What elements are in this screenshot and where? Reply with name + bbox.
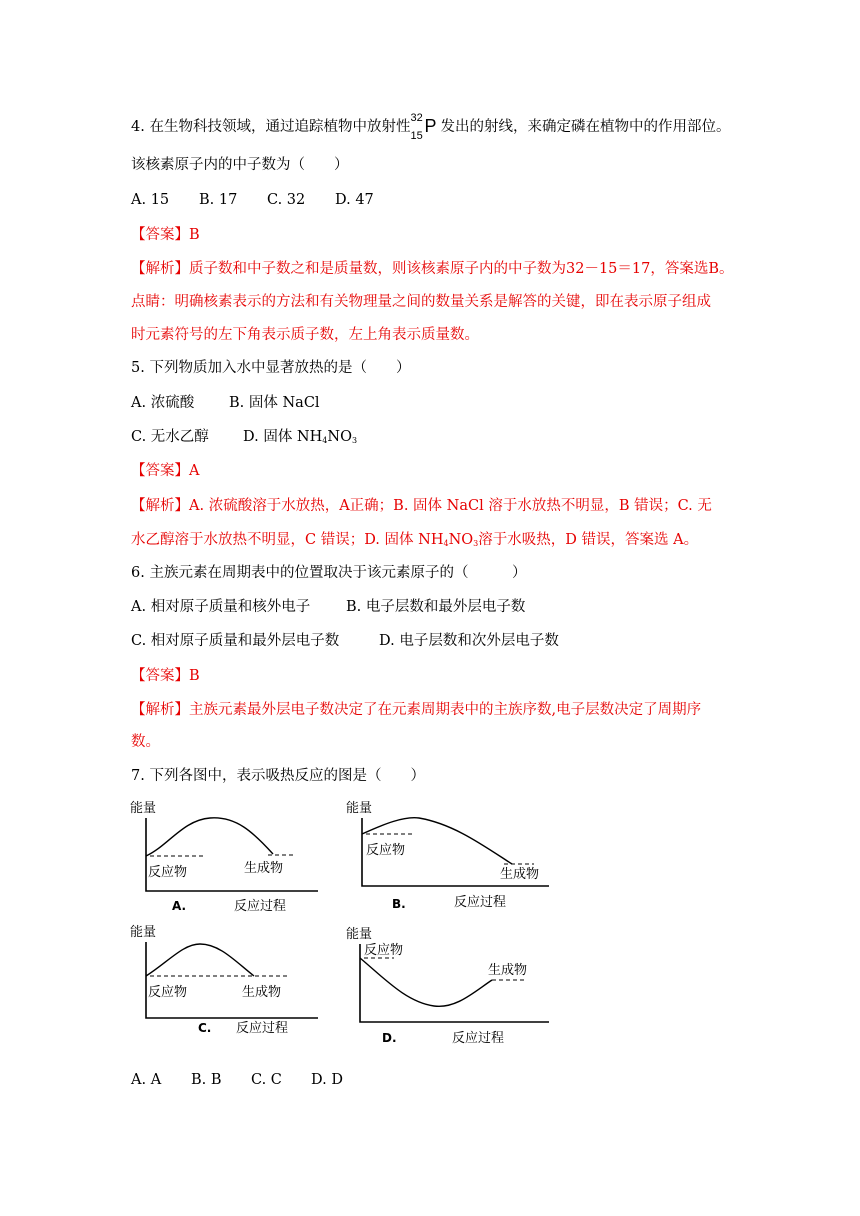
isotope-symbol: P — [424, 116, 437, 136]
q7-option-a: A. A — [131, 1072, 162, 1088]
diagram-a-reactant-label: 反应物 — [148, 865, 188, 880]
diagram-c-caption: C. — [198, 1021, 212, 1035]
q4-answer: 【答案】B — [131, 227, 200, 243]
q4-analysis-line2: 点睛：明确核素表示的方法和有关物理量之间的数量关系是解答的关键，即在表示原子组成 — [131, 294, 711, 310]
q6-option-d: D. 电子层数和次外层电子数 — [379, 633, 559, 649]
q6-analysis-text1: 主族元素最外层电子数决定了在元素周期表中的主族序数,电子层数决定了周期序 — [189, 702, 702, 718]
q5-analysis-text2b: 溶于水吸热，D 错误，答案选 A。 — [478, 532, 699, 548]
diagram-c-axes — [146, 942, 318, 1018]
q7-option-d: D. D — [311, 1072, 343, 1088]
q5-option-a: A. 浓硫酸 — [131, 395, 195, 411]
diagram-d-reactant-label: 反应物 — [364, 943, 404, 958]
q5-analysis-text1: A. 浓硫酸溶于水放热，A正确；B. 固体 NaCl 溶于水放热不明显，B 错误；C. 无 — [189, 498, 712, 514]
q6-option-b: B. 电子层数和最外层电子数 — [346, 599, 526, 615]
q5-options-row1 — [131, 393, 320, 413]
q5-option-c: C. 无水乙醇 — [131, 429, 209, 445]
isotope-atomic-number: 15 — [410, 130, 423, 142]
diagram-b-energy-label: 能量 — [346, 801, 373, 816]
q4-analysis-line1 — [131, 259, 734, 279]
q5-analysis-text2a: 水乙醇溶于水放热不明显，C 错误；D. 固体 NH — [131, 532, 444, 548]
q4-analysis-tag: 【解析】 — [131, 261, 189, 277]
q5-option-d — [243, 427, 357, 451]
isotope-notation — [410, 112, 440, 142]
q6-analysis-line1 — [131, 700, 701, 720]
q5-analysis-mid: NO — [448, 532, 474, 548]
q7-option-c: C. C — [251, 1072, 282, 1088]
q6-option-a: A. 相对原子质量和核外电子 — [131, 599, 311, 615]
diagram-c-curve — [146, 944, 254, 976]
q7-options — [131, 1070, 343, 1090]
diagram-d-energy-label: 能量 — [346, 927, 373, 942]
q4-option-a: A. 15 — [131, 192, 170, 208]
q7-stem: 7. 下列各图中，表示吸热反应的图是（ ） — [131, 768, 425, 784]
q4-stem-text-before: 4. 在生物科技领域，通过追踪植物中放射性 — [131, 119, 411, 135]
q5-stem: 5. 下列物质加入水中显著放热的是（ ） — [131, 360, 411, 376]
q6-options-row1 — [131, 597, 525, 617]
q5-option-d-prefix: D. 固体 NH — [243, 429, 323, 445]
diagram-a-process-label: 反应过程 — [234, 899, 287, 914]
diagram-c-energy-label: 能量 — [130, 925, 157, 940]
q6-stem: 6. 主族元素在周期表中的位置取决于该元素原子的（ ） — [131, 565, 527, 581]
diagram-b-process-label: 反应过程 — [454, 895, 507, 910]
diagram-b-caption: B. — [392, 897, 406, 911]
q5-option-d-sub1: 4 — [322, 436, 328, 445]
q5-analysis-sub2: 3 — [473, 539, 479, 548]
q5-answer: 【答案】A — [131, 463, 200, 479]
q6-option-c: C. 相对原子质量和最外层电子数 — [131, 633, 340, 649]
diagram-c-product-label: 生成物 — [242, 985, 282, 1000]
q4-analysis-text1: 质子数和中子数之和是质量数，则该核素原子内的中子数为32－15＝17，答案选B。 — [189, 261, 734, 277]
q6-options-row2 — [131, 631, 559, 651]
q5-option-d-sub2: 3 — [351, 436, 358, 445]
diagram-c-process-label: 反应过程 — [236, 1021, 289, 1036]
energy-diagram-d — [344, 920, 554, 1050]
q4-analysis-line3: 时元素符号的左下角表示质子数，左上角表示质量数。 — [131, 327, 479, 343]
q5-analysis-line1 — [131, 496, 712, 516]
diagram-d-product-label: 生成物 — [488, 963, 528, 978]
energy-diagram-c — [128, 920, 328, 1042]
q5-option-b: B. 固体 NaCl — [229, 395, 320, 411]
q4-stem-line2: 该核素原子内的中子数为（ ） — [131, 157, 349, 173]
q6-analysis-tag: 【解析】 — [131, 702, 189, 718]
q5-analysis-line2 — [131, 530, 698, 554]
diagram-a-curve — [146, 818, 273, 856]
q4-option-b: B. 17 — [199, 192, 238, 208]
q4-stem-text-after: 发出的射线，来确定磷在植物中的作用部位。 — [440, 119, 731, 135]
diagram-d-process-label: 反应过程 — [452, 1031, 505, 1046]
q4-options — [131, 190, 374, 210]
energy-diagram-a — [128, 796, 328, 916]
q4-option-c: C. 32 — [267, 192, 306, 208]
diagram-b-reactant-label: 反应物 — [366, 843, 406, 858]
q4-stem-line1 — [131, 112, 731, 142]
isotope-mass-number: 32 — [410, 112, 423, 124]
q4-option-d: D. 47 — [335, 192, 374, 208]
q5-option-d-mid: NO — [327, 429, 352, 445]
q6-answer: 【答案】B — [131, 668, 200, 684]
energy-diagram-b — [344, 796, 554, 916]
q7-option-b: B. B — [191, 1072, 222, 1088]
diagram-d-curve — [360, 958, 492, 1006]
diagram-a-energy-label: 能量 — [130, 801, 157, 816]
q6-analysis-line2: 数。 — [131, 734, 160, 750]
diagram-a-caption: A. — [172, 899, 187, 913]
diagram-d-caption: D. — [382, 1031, 397, 1045]
q5-analysis-tag: 【解析】 — [131, 498, 189, 514]
q5-options-row2 — [131, 427, 357, 451]
diagram-a-product-label: 生成物 — [244, 861, 284, 876]
diagram-b-product-label: 生成物 — [500, 867, 540, 882]
q5-analysis-sub1: 4 — [443, 539, 449, 548]
diagram-c-reactant-label: 反应物 — [148, 985, 188, 1000]
